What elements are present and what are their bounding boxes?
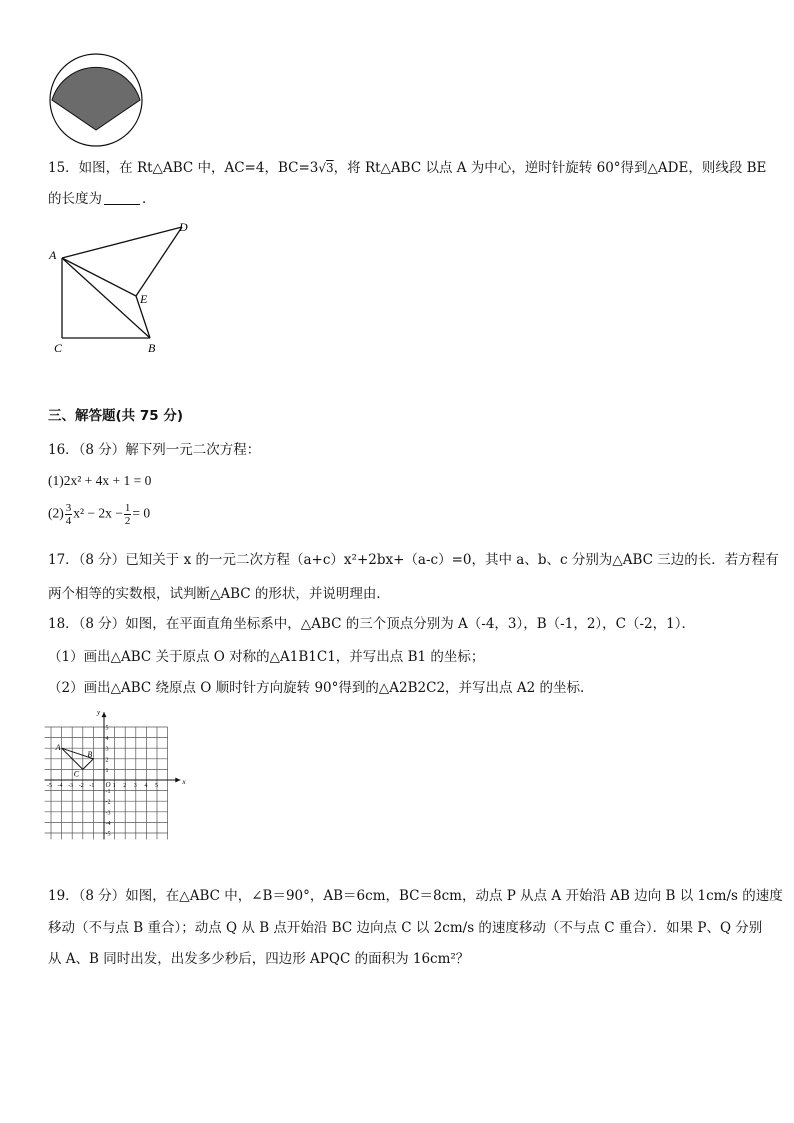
x-tick-label: -2 — [78, 783, 84, 789]
y-tick-label: 5 — [105, 725, 109, 732]
q16-eq2: (2) $\frac{3}{4}$ x² − 2x − $\frac{1}{2}$ = 0 — [48, 502, 151, 527]
y-tick-label: -4 — [105, 820, 111, 827]
shaded-sector — [52, 67, 140, 130]
q16-eq1: (1)2x² + 4x + 1 = 0 — [48, 473, 152, 488]
label-C: C — [54, 341, 63, 355]
x-tick-label: 4 — [144, 783, 148, 789]
q15-line1: 15．如图，在 Rt△ABC 中，AC=4，BC=3√3，将 Rt△ABC 以点 A 为中心，逆时针旋转 60°得到△ADE，则线段 BE — [48, 160, 767, 176]
y-axis-label: y — [97, 708, 101, 717]
x-tick-label: -3 — [68, 783, 74, 789]
x-tick-label: -4 — [57, 783, 63, 789]
q18-line3: （2）画出△ABC 绕原点 O 顺时针方向旋转 90°得到的△A2B2C2，并写出点 A2 的坐标. — [48, 680, 585, 696]
q18-line2: （1）画出△ABC 关于原点 O 对称的△A1B1C1，并写出点 B1 的坐标； — [48, 649, 485, 665]
axes — [45, 708, 187, 839]
q18-line1: 18．（8 分）如图，在平面直角坐标系中，△ABC 的三个顶点分别为 A（-4，3），B（-1，2），C（-2，1）． — [48, 616, 695, 632]
y-tick-label: -2 — [105, 799, 111, 806]
answer-blank[interactable] — [104, 190, 140, 205]
q15-rotation-figure — [44, 218, 204, 360]
sqrt-symbol: √ — [318, 161, 327, 175]
origin-label: O — [105, 781, 111, 789]
y-axis-arrow — [102, 712, 107, 717]
q19-line3: 从 A、B 同时出发，出发多少秒后，四边形 APQC 的面积为 16cm²？ — [48, 951, 470, 967]
fraction-3-4: $\frac{3}{4}$ — [65, 502, 72, 527]
x-axis-label: x — [182, 778, 186, 786]
label-E: E — [140, 292, 148, 306]
tick-labels — [47, 726, 158, 838]
q19-line2: 移动（不与点 B 重合）；动点 Q 从 B 点开始沿 BC 边向点 C 以 2cm/s 的速度移动（不与点 C 重合）．如果 P、Q 分别 — [48, 920, 763, 936]
point-A-label: A — [55, 743, 61, 753]
label-A: A — [49, 248, 57, 262]
label-D: D — [179, 220, 188, 234]
q17-line2: 两个相等的实数根，试判断△ABC 的形状，并说明理由． — [48, 586, 390, 602]
y-tick-label: 3 — [105, 746, 109, 753]
y-tick-label: -3 — [105, 810, 111, 817]
q19-line1: 19．（8 分）如图，在△ABC 中，∠B＝90°，AB＝6cm，BC＝8cm，动点 P 从点 A 开始沿 AB 边向 B 以 1cm/s 的速度 — [48, 888, 783, 904]
y-tick-label: 2 — [105, 757, 109, 764]
x-tick-label: -5 — [47, 783, 52, 789]
label-B: B — [148, 341, 156, 355]
y-tick-label: -5 — [105, 831, 111, 838]
x-tick-label: 1 — [112, 783, 116, 789]
point-C-label: C — [73, 769, 80, 779]
x-axis-arrow — [175, 778, 180, 783]
point-B-label: B — [87, 749, 93, 759]
y-tick-label: 1 — [105, 767, 109, 774]
x-tick-label: 3 — [133, 783, 137, 789]
fraction-1-2: $\frac{1}{2}$ — [124, 502, 131, 527]
y-tick-label: -1 — [105, 789, 111, 796]
q15-line2: 的长度为 ． — [48, 191, 156, 207]
q17-line1: 17．（8 分）已知关于 x 的一元二次方程（a+c）x²+2bx+（a-c）=0，其中 a、b、c 分别为△ABC 三边的长．若方程有 — [48, 552, 779, 568]
y-tick-label: 4 — [105, 736, 109, 743]
x-tick-label: -1 — [89, 783, 95, 789]
q16-text: 16．（8 分）解下列一元二次方程： — [48, 442, 261, 458]
circle-sector-figure — [48, 52, 144, 148]
coordinate-grid-figure — [44, 708, 186, 840]
x-tick-label: 5 — [155, 783, 158, 789]
segment-AE — [62, 258, 136, 296]
x-tick-label: 2 — [123, 783, 127, 789]
section3-title: 三、解答题(共 75 分) — [48, 408, 184, 424]
